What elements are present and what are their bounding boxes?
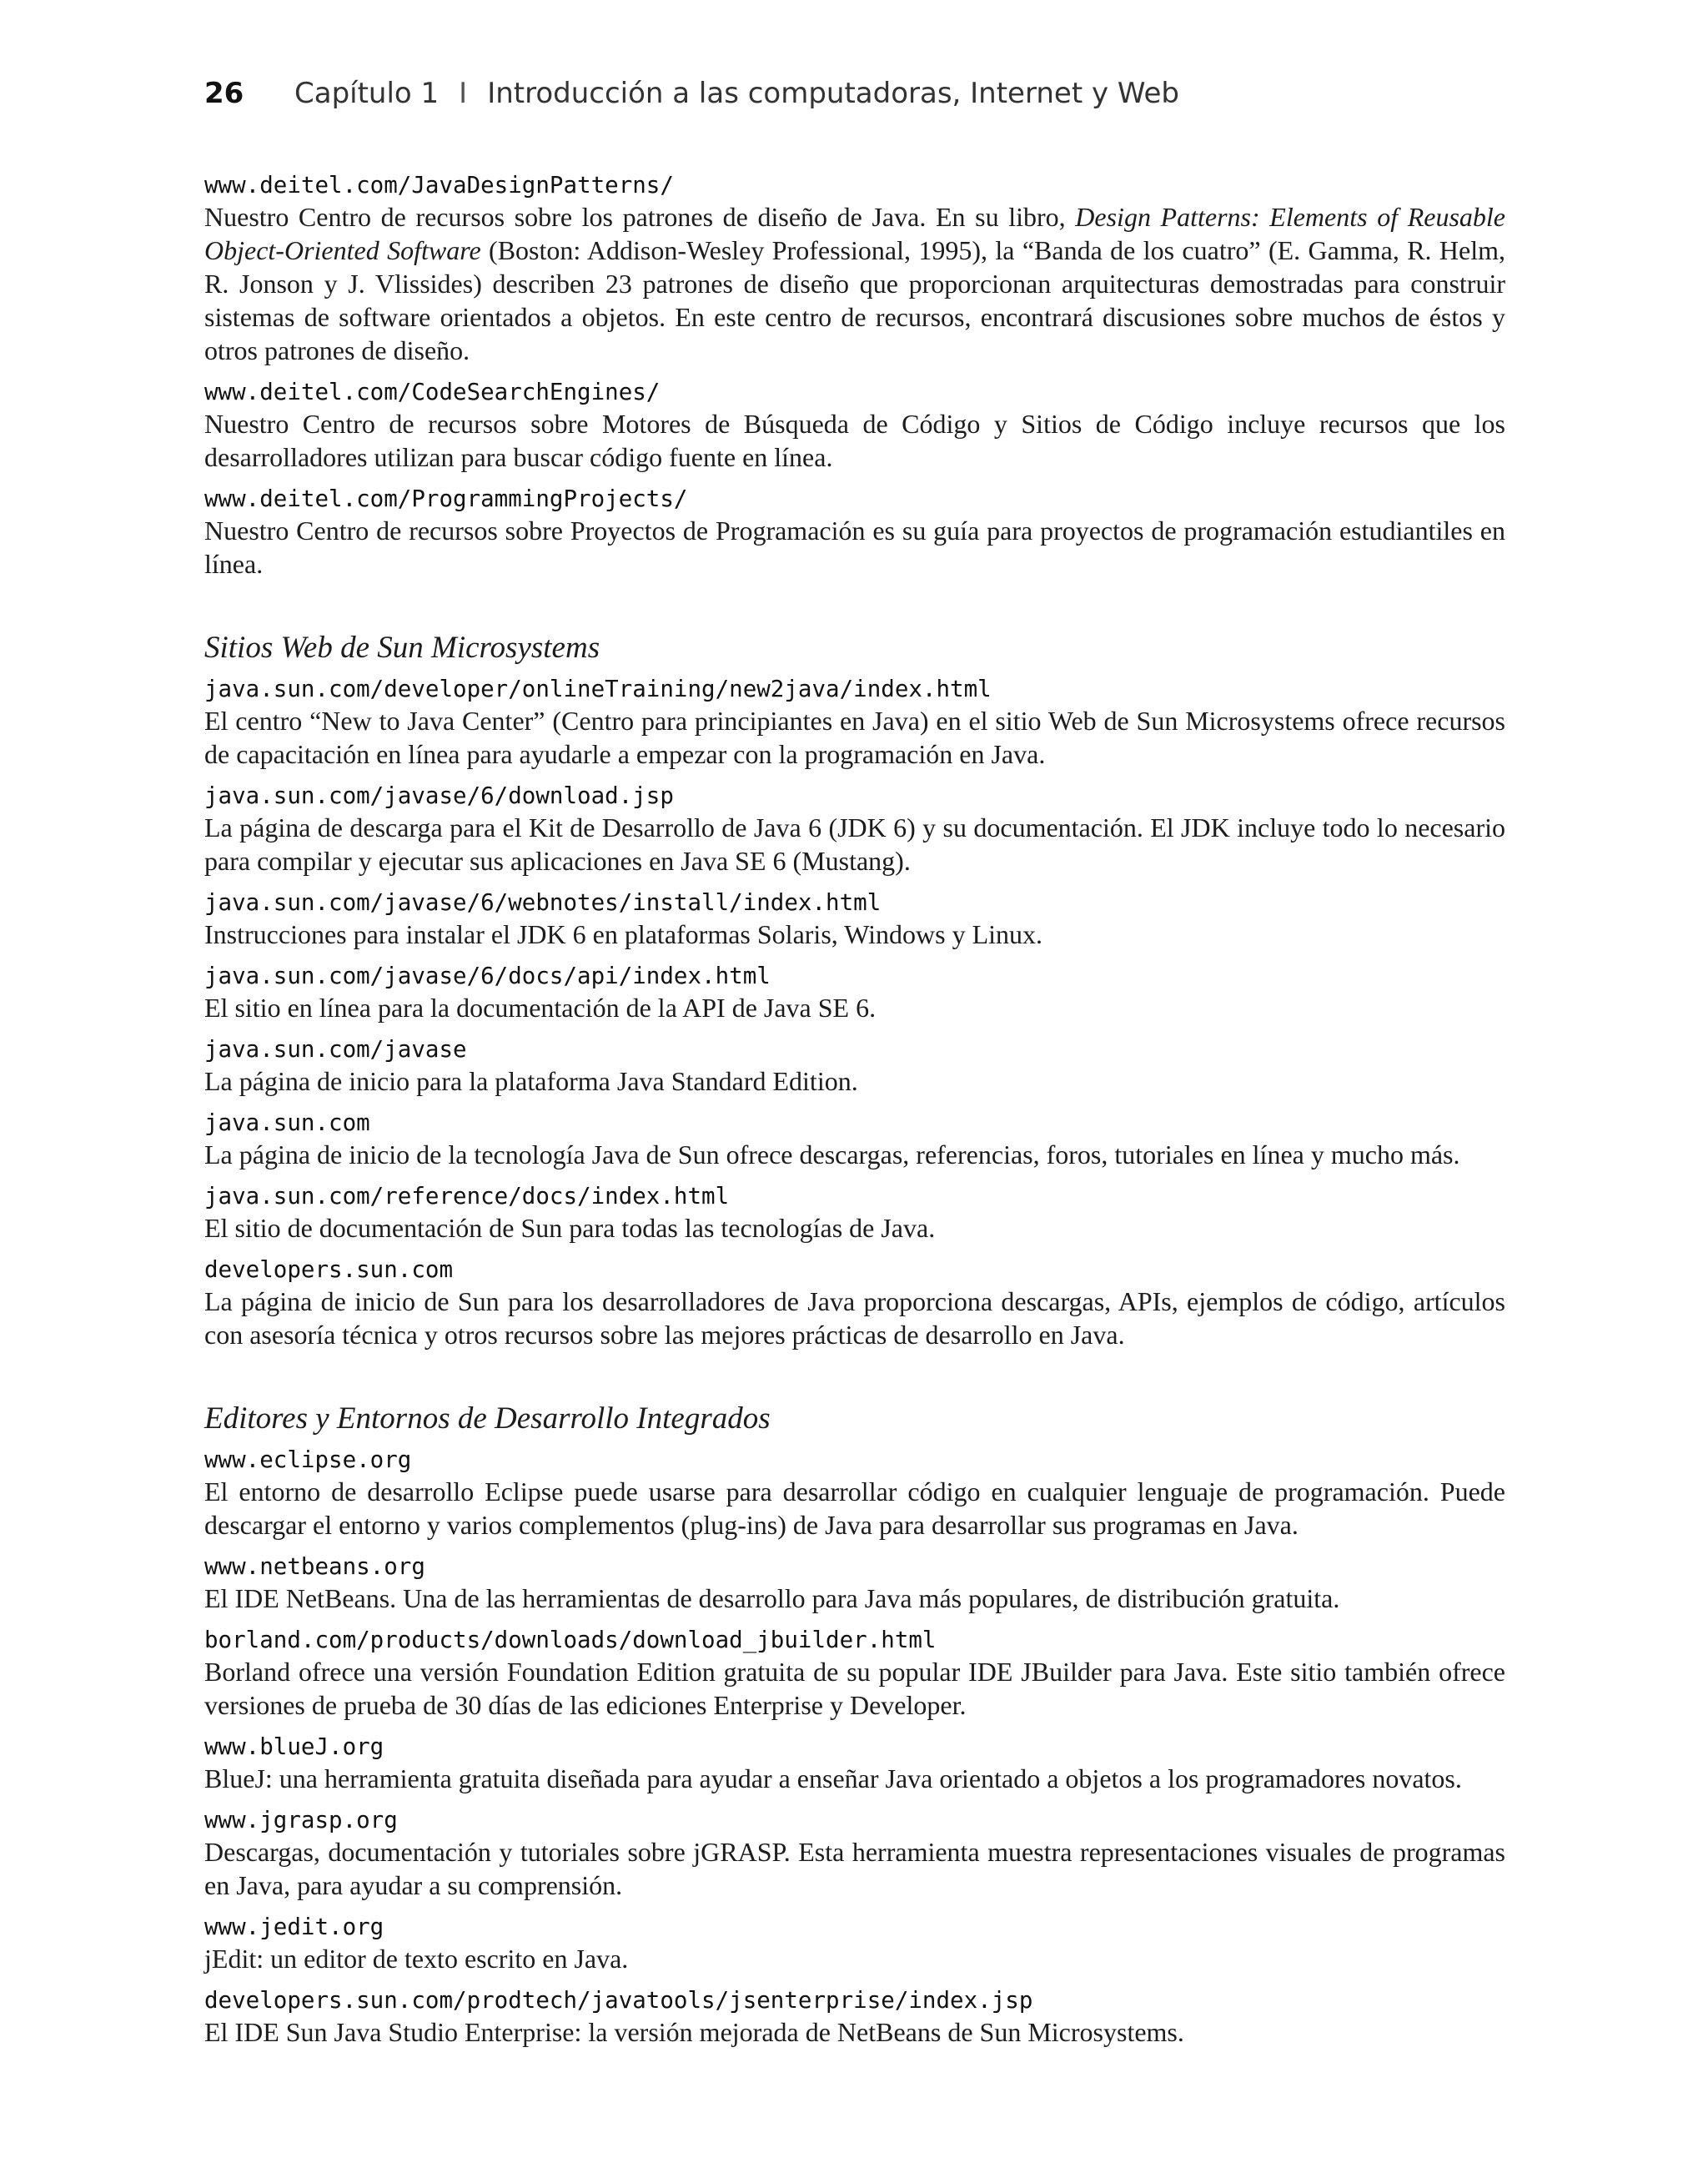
- resource-url[interactable]: developers.sun.com/prodtech/javatools/jsenterprise/index.jsp: [204, 1987, 1033, 2014]
- running-head: [204, 77, 1505, 110]
- resource-url[interactable]: www.blueJ.org: [204, 1733, 384, 1760]
- resource-description: [204, 200, 1505, 367]
- resource-description: Nuestro Centro de recursos sobre Motores de Búsqueda de Código y Sitios de Código incluye recursos que los desarrolladores utilizan para buscar código fuente en línea.: [204, 409, 1505, 472]
- resource-entry: [204, 1034, 1505, 1098]
- resource-entry: [204, 484, 1505, 581]
- resource-url[interactable]: www.jgrasp.org: [204, 1807, 398, 1833]
- resource-url[interactable]: java.sun.com/javase/6/download.jsp: [204, 782, 674, 809]
- resource-entry: [204, 1445, 1505, 1542]
- resource-description: La página de inicio de la tecnología Java de Sun ofrece descargas, referencias, foros, tutoriales en línea y mucho más.: [204, 1139, 1460, 1169]
- resource-url[interactable]: www.netbeans.org: [204, 1553, 425, 1580]
- resource-entry: [204, 674, 1505, 771]
- resource-description: El entorno de desarrollo Eclipse puede usarse para desarrollar código en cualquier lenguaje de programación. Puede descargar el entorno y varios complementos (plug-ins) de Java para desarrollar sus programas en Java.: [204, 1476, 1505, 1540]
- chapter-label: Capítulo 1: [294, 77, 440, 110]
- resource-url[interactable]: java.sun.com/developer/onlineTraining/new2java/index.html: [204, 676, 992, 702]
- resource-entry: [204, 1732, 1505, 1795]
- resource-entry: [204, 1552, 1505, 1615]
- resource-description: La página de inicio de Sun para los desarrolladores de Java proporciona descargas, APIs, ejemplos de código, artículos con asesoría técnica y otros recursos sobre las mejores prácticas de desarrollo en Java.: [204, 1286, 1505, 1350]
- resource-entry: [204, 1255, 1505, 1351]
- resource-entry: [204, 1181, 1505, 1245]
- description-text: (Boston: Addison-Wesley Professional, 1995), la “Banda de los cuatro” (E. Gamma, R. Helm, R. Jonson y J. Vlissides) describen 23 patrones de diseño que proporcionan arquitecturas demostradas para construir sistemas de software orientados a objetos. En este centro de recursos, encontrará discusiones sobre muchos de éstos y otros patrones de diseño.: [204, 235, 1506, 365]
- book-page: [204, 77, 1505, 2059]
- section-heading-sun: Sitios Web de Sun Microsystems: [204, 631, 600, 665]
- resource-url[interactable]: www.eclipse.org: [204, 1446, 412, 1473]
- resource-entry: [204, 377, 1505, 474]
- page-number: 26: [204, 77, 244, 110]
- page-content: [204, 170, 1505, 2049]
- resource-entry: [204, 1625, 1505, 1722]
- section-heading-ides: Editores y Entornos de Desarrollo Integrados: [204, 1401, 771, 1436]
- resource-entry: [204, 781, 1505, 878]
- resource-url[interactable]: java.sun.com/javase: [204, 1036, 467, 1063]
- header-separator: I: [459, 77, 468, 110]
- resource-description: Borland ofrece una versión Foundation Edition gratuita de su popular IDE JBuilder para Java. Este sitio también ofrece versiones de prueba de 30 días de las ediciones Enterprise y Developer.: [204, 1657, 1505, 1720]
- resource-url[interactable]: java.sun.com/javase/6/docs/api/index.html: [204, 963, 771, 989]
- resource-entry: [204, 961, 1505, 1024]
- resource-entry: [204, 1912, 1505, 1975]
- resource-url[interactable]: www.jedit.org: [204, 1914, 384, 1940]
- resource-description: El sitio en línea para la documentación de la API de Java SE 6.: [204, 993, 877, 1023]
- resource-entry: [204, 1805, 1505, 1902]
- resource-url[interactable]: java.sun.com/javase/6/webnotes/install/index.html: [204, 889, 882, 916]
- resource-description: La página de inicio para la plataforma Java Standard Edition.: [204, 1066, 858, 1096]
- resource-entry: [204, 1108, 1505, 1171]
- resource-description: El IDE Sun Java Studio Enterprise: la versión mejorada de NetBeans de Sun Microsystems.: [204, 2017, 1184, 2047]
- resource-entry: [204, 1985, 1505, 2049]
- resource-description: Nuestro Centro de recursos sobre Proyectos de Programación es su guía para proyectos de programación estudiantiles en línea.: [204, 516, 1505, 579]
- resource-url[interactable]: www.deitel.com/JavaDesignPatterns/: [204, 172, 674, 199]
- resource-entry: [204, 170, 1505, 367]
- resource-description: jEdit: un editor de texto escrito en Java.: [204, 1944, 629, 1974]
- resource-description: Descargas, documentación y tutoriales sobre jGRASP. Esta herramienta muestra representaciones visuales de programas en Java, para ayudar a su comprensión.: [204, 1837, 1505, 1900]
- resource-description: El IDE NetBeans. Una de las herramientas de desarrollo para Java más populares, de distribución gratuita.: [204, 1583, 1340, 1613]
- resource-description: Instrucciones para instalar el JDK 6 en plataformas Solaris, Windows y Linux.: [204, 919, 1042, 949]
- resource-url[interactable]: java.sun.com: [204, 1109, 370, 1136]
- resource-url[interactable]: java.sun.com/reference/docs/index.html: [204, 1183, 730, 1210]
- description-text: Nuestro Centro de recursos sobre los patrones de diseño de Java. En su libro,: [204, 202, 1076, 232]
- resource-url[interactable]: developers.sun.com: [204, 1256, 454, 1283]
- resource-description: El sitio de documentación de Sun para todas las tecnologías de Java.: [204, 1213, 936, 1243]
- resource-description: BlueJ: una herramienta gratuita diseñada para ayudar a enseñar Java orientado a objetos a los programadores novatos.: [204, 1763, 1462, 1793]
- resource-url[interactable]: www.deitel.com/CodeSearchEngines/: [204, 379, 661, 405]
- resource-entry: [204, 888, 1505, 951]
- resource-url[interactable]: www.deitel.com/ProgrammingProjects/: [204, 485, 688, 512]
- book-title: Design Patterns: Elements of Reusable Object-Oriented Software: [204, 202, 1506, 265]
- resource-description: La página de descarga para el Kit de Desarrollo de Java 6 (JDK 6) y su documentación. El JDK incluye todo lo necesario para compilar y ejecutar sus aplicaciones en Java SE 6 (Mustang).: [204, 812, 1505, 876]
- resource-description: El centro “New to Java Center” (Centro para principiantes en Java) en el sitio Web de Sun Microsystems ofrece recursos de capacitación en línea para ayudarle a empezar con la programación en Java.: [204, 706, 1505, 769]
- chapter-title: Introducción a las computadoras, Internet y Web: [487, 77, 1180, 110]
- resource-url[interactable]: borland.com/products/downloads/download_jbuilder.html: [204, 1627, 937, 1653]
